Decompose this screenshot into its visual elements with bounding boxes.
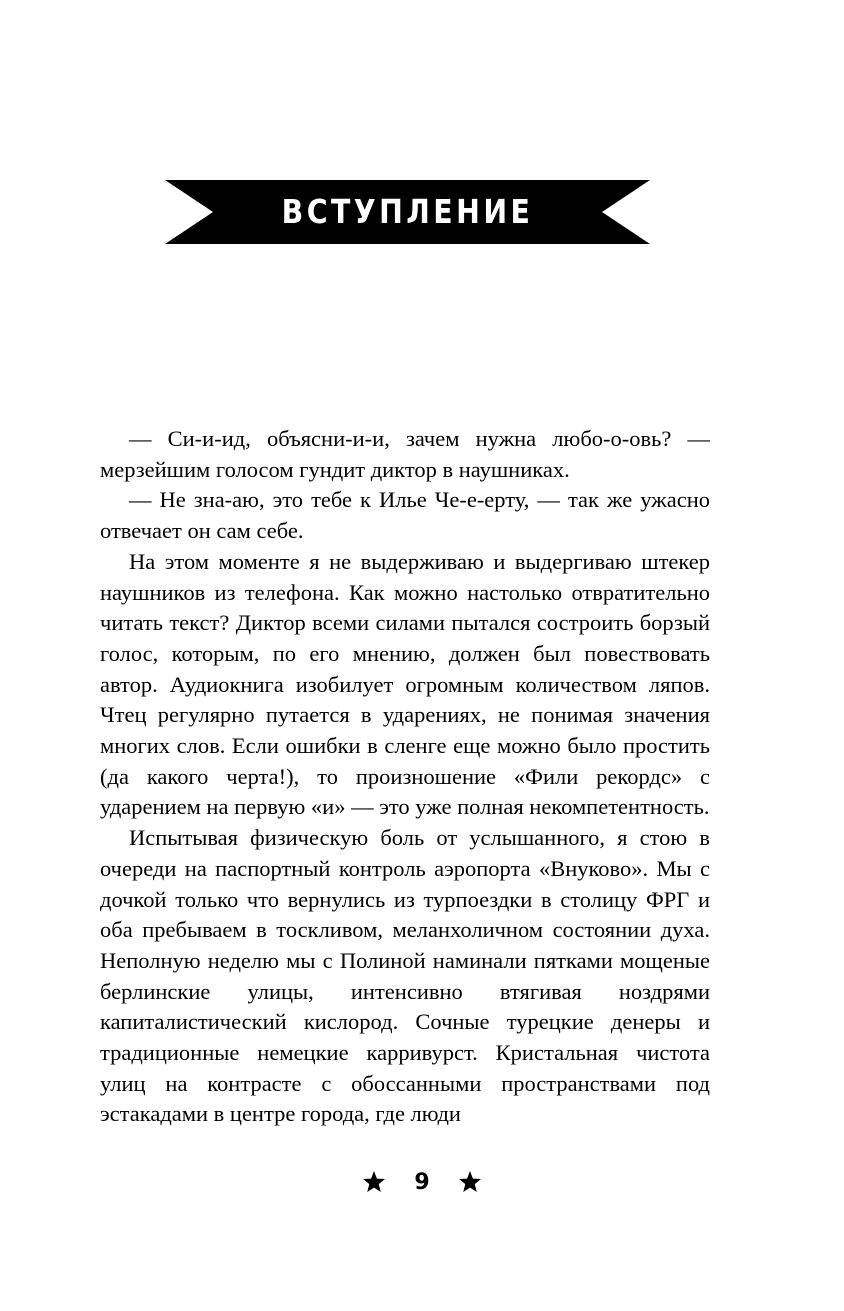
chapter-title: ВСТУПЛЕНИЕ (281, 192, 534, 231)
star-icon (362, 1170, 386, 1194)
chapter-banner (165, 180, 650, 244)
page-footer (0, 1162, 844, 1202)
star-icon (458, 1170, 482, 1194)
paragraph-3: На этом моменте я не выдерживаю и выдергиваю штекер наушников из телефона. Как можно настолько отвратительно читать текст? Диктор всеми силами пытался состроить борзый голос, которым, по его мнению, должен был повествовать автор. Аудиокнига изобилует огромным количеством ляпов. Чтец регулярно путается в ударениях, не понимая значения многих слов. Если ошибки в сленге еще можно было простить (да какого черта!), то произношение «Фили рекордс» с ударением на первую «и» — это уже полная некомпетентность. (100, 548, 710, 820)
page-number: 9 (414, 1169, 430, 1195)
paragraph-1: — Си-и-ид, объясни-и-и, зачем нужна любо-о-овь? — мерзейшим голосом гундит диктор в наушниках. (100, 426, 710, 482)
paragraph-4: Испытывая физическую боль от услышанного, я стою в очереди на паспортный контроль аэропорта «Внуково». Мы с дочкой только что вернулись из турпоездки в столицу ФРГ и оба пребываем в тоскливом, меланхоличном состоянии духа. Неполную неделю мы с Полиной наминали пятками мощеные берлинские улицы, интенсивно втягивая ноздрями капиталистический кислород. Сочные турецкие денеры и традиционные немецкие карривурст. Кристальная чистота улиц на контрасте с обоссанными пространствами под эстакадами в центре города, где люди (100, 825, 710, 1127)
body-text (100, 424, 710, 1130)
paragraph-2: — Не зна-аю, это тебе к Илье Че-е-ерту, — так же ужасно отвечает он сам себе. (100, 487, 710, 544)
